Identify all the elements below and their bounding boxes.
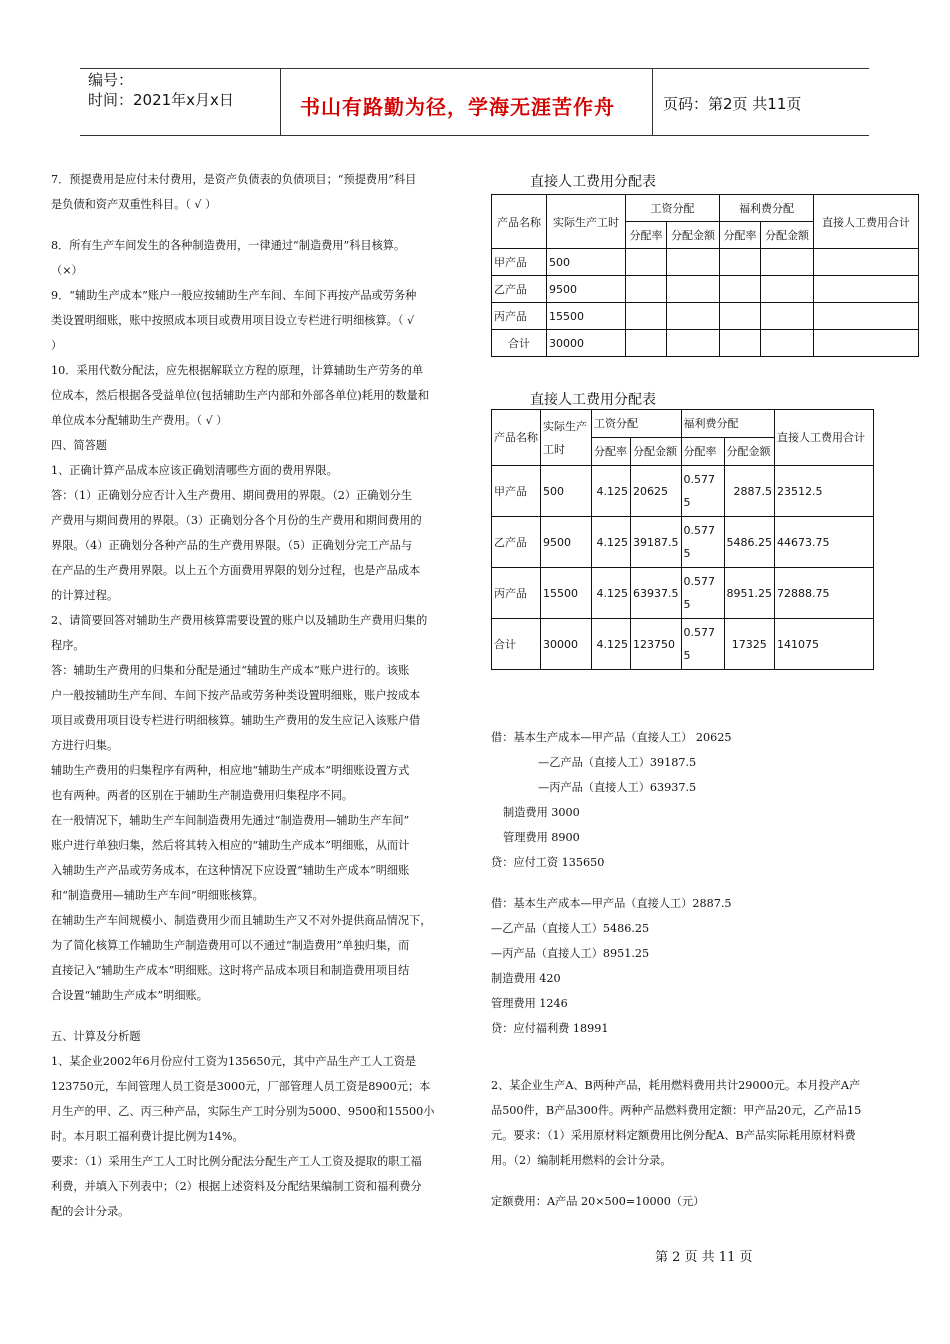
header-bottom-rule: [80, 135, 869, 136]
journal-line: 管理费用 8900: [503, 831, 580, 844]
journal-line: —乙产品（直接人工）39187.5: [538, 756, 697, 769]
journal-line: 制造费用 420: [491, 972, 561, 985]
table-row: 乙产品 9500: [492, 276, 918, 302]
table-row: 丙产品 15500: [492, 303, 918, 329]
header-cell: 分配金额: [631, 438, 681, 465]
journal-line: 管理费用 1246: [491, 997, 568, 1010]
header-cell: 分配金额: [761, 222, 813, 248]
header-cell: 分配率: [592, 438, 630, 465]
table-row: 乙产品 9500 4.125 39187.5 0.5775 5486.25 44673.75: [492, 517, 873, 567]
question-8: 8．所有生产车间发生的各种制造费用，一律通过“制造费用”科目核算。: [51, 239, 406, 252]
left-column: 7．预提费用是应付未付费用，是资产负债表的负债项目；“预提费用”科目 是负债和资产双重性科目。（ √ ） 8．所有生产车间发生的各种制造费用，一律通过“制造费用”科目核算。 （×） 9．“辅助生产成本”账户一般应按辅助生产车间、车间下再按产品或劳务种 类设置明细账，账中按照成本项目或费用项目设立专栏进行明细核算。（ √ ） 10．采用代数分配法，应先根据解联立方程的原理，计算辅助生产劳务的单 位成本，然后根据各受益单位(包括辅助生产内部和外部各单位)耗用的数量和 单位成本分配辅助生产费用。（ √ ） 四、简答题 1、正确计算产品成本应该正确划清哪些方面的费用界限。 答：（1）正确划分应否计入生产费用、期间费用的界限。（2）正确划分生 产费用与期间费用的界限。（3）正确划分各个月份的生产费用和期间费用的 界限。（4）正确划分各种产品的生产费用界限。（5）正确划分完工产品与 在产品的生产费用界限。以上五个方面费用界限的划分过程，也是产品成本 的计算过程。 2、请简要回答对辅助生产费用核算需要设置的账户以及辅助生产费用归集的 程序。 答：辅助生产费用的归集和分配是通过“辅助生产成本”账户进行的。该账 户一般按辅助生产车间、车间下按产品或劳务种类设置明细账，账户按成本 项目或费用项目设专栏进行明细核算。辅助生产费用的发生应记入该账户借 方进行归集。 辅助生产费用的归集程序有两种，相应地“辅助生产成本”明细账设置方式 也有两种。两者的区别在于辅助生产制造费用归集程序不同。 在一般情况下，辅助生产车间制造费用先通过“制造费用—辅助生产车间” 账户进行单独归集，然后将其转入相应的“辅助生产成本”明细账，从而计 入辅助生产产品或劳务成本，在这种情况下应设置“辅助生产成本”明细账 和“制造费用—辅助生产车间”明细账核算。 在辅助生产车间规模小、制造费用少而且辅助生产又不对外提供商品情况下， 为了简化核算工作辅助生产制造费用可以不通过“制造费用”单独归集，而 直接记入“辅助生产成本”明细账。这时将产品成本项目和制造费用项目结 合设置“辅助生产成本”明细账。 五、计算及分析题 1、某企业2002年6月份应付工资为135650元，其中产品生产工人工资是 123750元，车间管理人员工资是3000元，厂部管理人员工资是8900元；本 月生产的甲、乙、丙三种产品，实际生产工时分别为5000、9500和15500小 时。本月职工福利费计提比例为14%。 要求：（1）采用生产工人工时比例分配法分配生产工人工资及提取的职工福 利费，并填入下列表中；（2）根据上述资料及分配结果编制工资和福利费分 配的会计分录。: [51, 167, 461, 1224]
header-cell: 直接人工费用合计: [775, 410, 873, 465]
question-7: 7．预提费用是应付未付费用，是资产负债表的负债项目；“预提费用”科目: [51, 173, 417, 186]
table-row: 甲产品 500 4.125 20625 0.5775 2887.5 23512.5: [492, 466, 873, 516]
journal-line: 贷：应付工资 135650: [491, 856, 605, 869]
section-heading: 五、计算及分析题: [51, 1030, 141, 1043]
journal-line: 制造费用 3000: [503, 806, 580, 819]
short-answer-2: 2、请简要回答对辅助生产费用核算需要设置的账户以及辅助生产费用归集的: [51, 614, 428, 627]
journal-line: —乙产品（直接人工）5486.25: [491, 922, 650, 935]
labor-cost-table-empty: [491, 194, 919, 357]
header-cell: 分配率: [626, 222, 666, 248]
header-cell: 分配金额: [667, 222, 719, 248]
calc-question-1: 1、某企业2002年6月份应付工资为135650元，其中产品生产工人工资是: [51, 1055, 417, 1068]
header-page-number: 页码：第2页 共11页: [663, 95, 802, 113]
header-cell: 产品名称: [492, 195, 546, 248]
table-title: 直接人工费用分配表: [530, 392, 656, 408]
header-divider: [652, 68, 653, 135]
header-cell: 福利费分配: [682, 410, 775, 437]
labor-cost-table-filled: [491, 409, 874, 670]
header-cell: 分配金额: [725, 438, 775, 465]
journal-line: 贷：应付福利费 18991: [491, 1022, 609, 1035]
header-divider: [280, 68, 281, 135]
journal-line: —丙产品（直接人工）8951.25: [491, 947, 650, 960]
header-cell: 工资分配: [626, 195, 719, 221]
footer-page-number: 第 2 页 共 11 页: [655, 1250, 753, 1265]
header-cell: 实际生产工时: [547, 195, 625, 248]
header-motto: 书山有路勤为径，学海无涯苦作舟: [300, 95, 615, 119]
journal-line: —丙产品（直接人工）63937.5: [538, 781, 697, 794]
question-9: 9．“辅助生产成本”账户一般应按辅助生产车间、车间下再按产品或劳务种: [51, 289, 417, 302]
header-cell: 产品名称: [492, 410, 540, 465]
header-cell: 分配率: [682, 438, 724, 465]
header-top-rule: [80, 68, 869, 69]
journal-line: 借：基本生产成本—甲产品（直接人工） 20625: [491, 731, 732, 744]
calc-question-2: 2、某企业生产A、B两种产品，耗用燃料费用共计29000元。本月投产A产 品500件，B产品300件。两种产品燃料费用定额：甲产品20元，乙产品15 元。要求：（1）采用原材料定额费用比例分配A、B产品实际耗用原材料费 用。（2）编制耗用燃料的会计分录。 定额费用：A产品 20×500=10000（元）: [491, 1079, 862, 1208]
header-cell: 直接人工费用合计: [814, 195, 918, 248]
header-time: 时间：2021年x月x日: [88, 91, 234, 109]
header-cell: 福利费分配: [720, 195, 813, 221]
table-row: 合计 30000: [492, 330, 918, 356]
header-cell: 实际生产工时: [541, 410, 591, 465]
table-row: 合计 30000 4.125 123750 0.5775 17325 141075: [492, 619, 873, 669]
table-title: 直接人工费用分配表: [530, 174, 656, 190]
header-code: 编号：: [88, 71, 134, 89]
short-answer-1: 1、正确计算产品成本应该正确划清哪些方面的费用界限。: [51, 464, 338, 477]
journal-entries: [491, 725, 911, 1041]
table-row: 丙产品 15500 4.125 63937.5 0.5775 8951.25 72888.75: [492, 568, 873, 618]
header-cell: 工资分配: [592, 410, 681, 437]
section-heading: 四、简答题: [51, 439, 107, 452]
journal-line: 借：基本生产成本—甲产品（直接人工）2887.5: [491, 897, 732, 910]
table-row: 甲产品 500: [492, 249, 918, 275]
header-cell: 分配率: [720, 222, 760, 248]
question-10: 10．采用代数分配法，应先根据解联立方程的原理，计算辅助生产劳务的单: [51, 364, 424, 377]
